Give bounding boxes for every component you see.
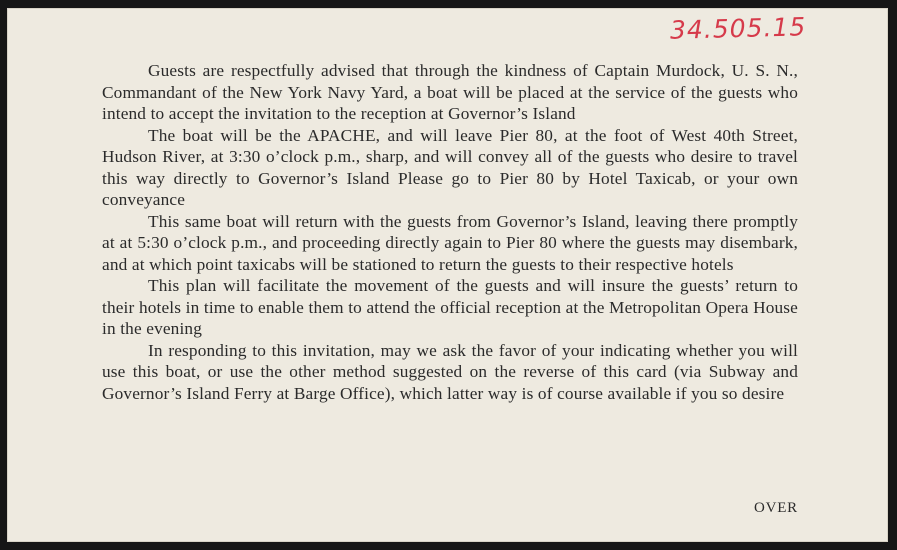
paragraph-apache-departure: The boat will be the APACHE, and will leave Pier 80, at the foot of West 40th Street, Hudson River, at 3:30 o’clock p.m., sharp, and will convey all of the guests who desire to travel this way directly to Governor’s Island Please go to Pier 80 by Hotel Taxicab, or your own conveyance [102,125,798,209]
card-body-text [102,60,798,404]
paragraph-return-trip: This same boat will return with the guests from Governor’s Island, leaving there promptly at at 5:30 o’clock p.m., and proceeding directly again to Pier 80 where the guests may disembark, and at which point taxicabs will be stationed to return the guests to their respective hotels [102,211,798,274]
paragraph-plan-benefit: This plan will facilitate the movement of the guests and will insure the guests’ return to their hotels in time to enable them to attend the official reception at the Metropolitan Opera House in the evening [102,276,798,338]
paragraph-response-request: In responding to this invitation, may we ask the favor of your indicating whether you will use this boat, or use the other method suggested on the reverse of this card (via Subway and Governor’s Island Ferry at Barge Office), which latter way is of course available if you so desire [102,340,798,403]
over-label: OVER [753,500,798,516]
paragraph-boat-service: Guests are respectfully advised that through the kindness of Captain Murdock, U. S. N., Commandant of the New York Navy Yard, a boat will be placed at the service of the guests who intend to accept the invitation to the reception at Governor’s Island [102,61,798,123]
handwritten-catalog-number: 34.505.15 [669,12,807,45]
